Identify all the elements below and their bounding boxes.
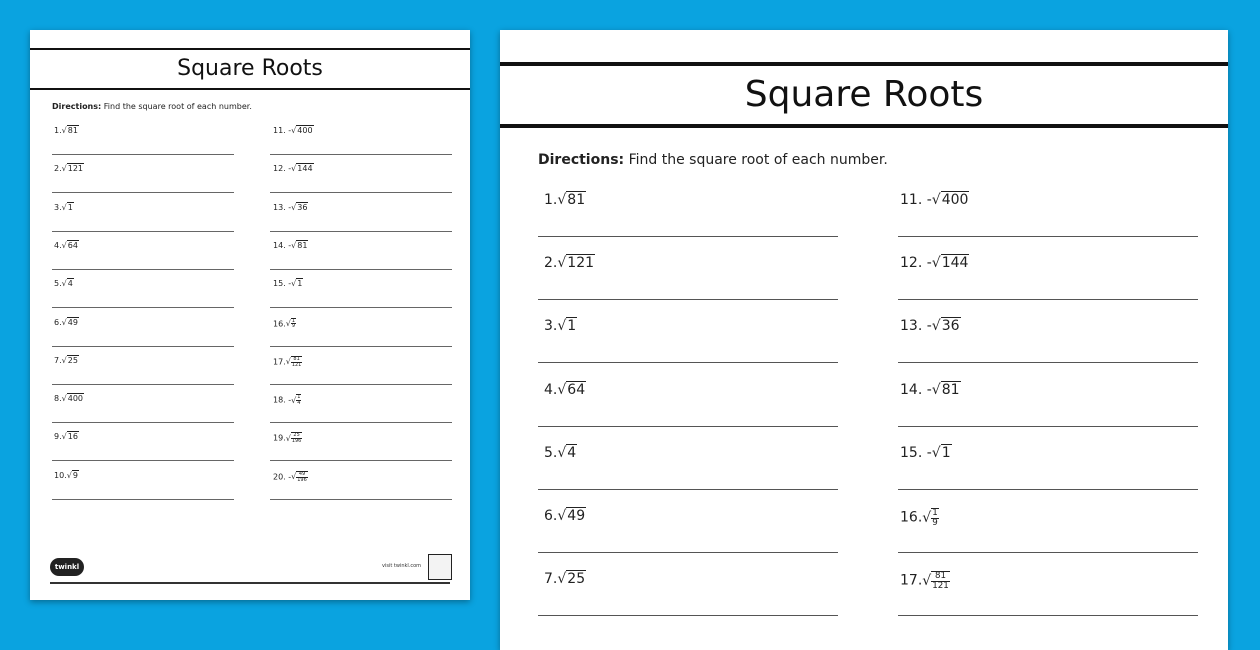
question-number: 2. bbox=[544, 255, 558, 272]
fraction-numerator: 81 bbox=[291, 357, 302, 363]
answer-line bbox=[52, 154, 234, 155]
radicand: 81 bbox=[941, 381, 960, 398]
radicand: 144 bbox=[297, 164, 313, 174]
worksheet-title-large: Square Roots bbox=[500, 62, 1228, 128]
answer-line bbox=[270, 422, 452, 423]
fraction-radicand bbox=[291, 356, 302, 368]
radicand: 9 bbox=[72, 470, 78, 480]
square-root-expression bbox=[62, 164, 84, 173]
fraction-radicand bbox=[296, 471, 307, 483]
question-item bbox=[273, 126, 314, 135]
radical-sign-icon: √ bbox=[557, 571, 567, 588]
question-item bbox=[273, 241, 308, 250]
question-item bbox=[273, 356, 302, 368]
question-item bbox=[273, 203, 308, 212]
radical-sign-icon: √ bbox=[291, 279, 297, 289]
square-root-expression bbox=[62, 394, 84, 403]
question-number: 5. bbox=[54, 279, 62, 289]
square-root-expression bbox=[62, 318, 79, 327]
answer-line bbox=[52, 422, 234, 423]
question-item bbox=[273, 394, 301, 406]
square-root-expression bbox=[922, 508, 938, 527]
answer-line bbox=[538, 299, 838, 300]
question-item bbox=[54, 203, 74, 212]
negative-sign: - bbox=[922, 318, 932, 335]
square-root-expression bbox=[557, 318, 577, 334]
radical-sign-icon: √ bbox=[285, 318, 291, 328]
question-number: 8. bbox=[54, 394, 62, 404]
question-number: 12. bbox=[273, 164, 286, 174]
answer-line bbox=[270, 384, 452, 385]
radical-sign-icon: √ bbox=[61, 394, 67, 404]
answer-line bbox=[898, 362, 1198, 363]
square-root-expression bbox=[557, 445, 577, 461]
question-number: 16. bbox=[900, 509, 923, 526]
square-root-expression bbox=[291, 203, 308, 212]
answer-line bbox=[898, 236, 1198, 237]
fraction-radicand bbox=[931, 571, 950, 590]
fraction-denominator: 9 bbox=[291, 323, 295, 330]
square-root-expression bbox=[922, 571, 949, 590]
radical-sign-icon: √ bbox=[557, 381, 567, 398]
question-number: 9. bbox=[54, 432, 62, 442]
fraction-numerator: 1 bbox=[932, 508, 938, 518]
answer-line bbox=[538, 426, 838, 427]
radical-sign-icon: √ bbox=[291, 164, 297, 174]
question-number: 15. bbox=[273, 279, 286, 289]
square-root-expression bbox=[286, 318, 296, 330]
question-number: 7. bbox=[544, 571, 558, 588]
fraction-denominator: 196 bbox=[297, 476, 307, 483]
square-root-expression bbox=[62, 203, 74, 212]
question-item bbox=[273, 471, 308, 483]
fraction-radicand bbox=[296, 394, 301, 406]
radical-sign-icon: √ bbox=[557, 444, 567, 461]
radical-sign-icon: √ bbox=[61, 202, 67, 212]
negative-sign: - bbox=[922, 381, 932, 398]
fraction-numerator: 81 bbox=[931, 572, 950, 582]
radicand: 25 bbox=[67, 355, 78, 365]
footer-url: visit twinkl.com bbox=[382, 563, 422, 569]
radicand: 81 bbox=[67, 126, 78, 135]
answer-line bbox=[538, 362, 838, 363]
radical-sign-icon: √ bbox=[61, 164, 67, 174]
negative-sign: - bbox=[922, 192, 932, 208]
radical-sign-icon: √ bbox=[61, 240, 67, 250]
radicand: 1 bbox=[67, 202, 73, 212]
fraction-numerator: 25 bbox=[291, 433, 302, 439]
question-number: 6. bbox=[544, 508, 558, 524]
answer-line bbox=[52, 307, 234, 308]
directions-text: Find the square root of each number. bbox=[101, 102, 252, 111]
radicand: 400 bbox=[67, 394, 84, 404]
square-root-expression bbox=[932, 255, 970, 271]
square-root-expression bbox=[291, 394, 301, 406]
radicand: 81 bbox=[567, 192, 586, 208]
answer-line bbox=[52, 499, 234, 500]
square-root-expression bbox=[291, 279, 303, 288]
question-number: 20. bbox=[273, 472, 286, 482]
question-number: 11. bbox=[900, 192, 923, 208]
answer-line bbox=[538, 489, 838, 490]
square-root-expression bbox=[62, 432, 79, 441]
square-root-expression bbox=[557, 192, 586, 208]
question-item bbox=[54, 241, 79, 250]
radicand: 400 bbox=[297, 126, 313, 135]
radical-sign-icon: √ bbox=[557, 318, 567, 335]
radical-sign-icon: √ bbox=[931, 444, 941, 461]
question-item bbox=[900, 571, 950, 590]
radicand: 16 bbox=[67, 432, 78, 442]
fraction-radicand bbox=[931, 508, 939, 527]
fraction-numerator: 49 bbox=[296, 472, 307, 478]
question-item bbox=[900, 445, 952, 461]
question-item bbox=[54, 279, 74, 288]
square-root-expression bbox=[291, 471, 308, 483]
question-number: 17. bbox=[900, 572, 923, 589]
radical-sign-icon: √ bbox=[291, 395, 297, 405]
radical-sign-icon: √ bbox=[61, 126, 67, 135]
answer-line bbox=[898, 552, 1198, 553]
negative-sign: - bbox=[285, 202, 292, 212]
radicand: 121 bbox=[567, 255, 595, 272]
answer-line bbox=[898, 426, 1198, 427]
square-root-expression bbox=[291, 126, 313, 135]
answer-line bbox=[52, 231, 234, 232]
worksheet-title-small: Square Roots bbox=[30, 48, 470, 90]
square-root-expression bbox=[932, 445, 952, 461]
radical-sign-icon: √ bbox=[291, 472, 297, 482]
question-item bbox=[900, 382, 961, 398]
question-number: 11. bbox=[273, 126, 286, 135]
footer-divider bbox=[50, 582, 450, 584]
fraction-denominator: 121 bbox=[932, 580, 949, 591]
question-number: 19. bbox=[273, 433, 286, 443]
radical-sign-icon: √ bbox=[557, 192, 567, 208]
question-item bbox=[544, 445, 577, 461]
answer-line bbox=[270, 269, 452, 270]
radicand: 64 bbox=[67, 240, 78, 250]
question-item bbox=[544, 571, 586, 587]
fraction-denominator: 4 bbox=[297, 400, 301, 407]
radical-sign-icon: √ bbox=[61, 432, 67, 442]
answer-line bbox=[898, 299, 1198, 300]
twinkl-logo: twinkl bbox=[50, 558, 84, 576]
answer-line bbox=[270, 192, 452, 193]
answer-line bbox=[538, 615, 838, 616]
badge-icon bbox=[428, 554, 452, 580]
question-item bbox=[54, 394, 84, 403]
square-root-expression bbox=[557, 571, 586, 587]
radical-sign-icon: √ bbox=[291, 126, 297, 135]
question-number: 14. bbox=[900, 381, 923, 398]
question-item bbox=[900, 508, 939, 527]
answer-line bbox=[52, 460, 234, 461]
radicand: 49 bbox=[67, 317, 78, 327]
question-number: 14. bbox=[273, 240, 286, 250]
answer-line bbox=[52, 269, 234, 270]
question-number: 16. bbox=[273, 318, 286, 328]
question-item bbox=[54, 164, 84, 173]
square-root-expression bbox=[932, 318, 961, 334]
question-item bbox=[273, 432, 302, 444]
radicand: 25 bbox=[567, 571, 586, 588]
question-item bbox=[54, 126, 79, 135]
question-number: 1. bbox=[544, 192, 558, 208]
radical-sign-icon: √ bbox=[922, 509, 932, 526]
radicand: 49 bbox=[567, 508, 586, 524]
negative-sign: - bbox=[922, 255, 932, 272]
radicand: 1 bbox=[297, 279, 303, 289]
radical-sign-icon: √ bbox=[66, 470, 72, 480]
fraction-radicand bbox=[291, 432, 302, 444]
square-root-expression bbox=[286, 432, 303, 444]
question-number: 2. bbox=[54, 164, 62, 174]
question-number: 10. bbox=[54, 470, 67, 480]
question-number: 6. bbox=[54, 317, 62, 327]
question-item bbox=[273, 279, 303, 288]
fraction-numerator: 1 bbox=[291, 317, 295, 324]
square-root-expression bbox=[62, 241, 79, 250]
answer-line bbox=[52, 346, 234, 347]
answer-line bbox=[898, 489, 1198, 490]
directions-large bbox=[538, 152, 888, 168]
question-item bbox=[900, 318, 961, 334]
radical-sign-icon: √ bbox=[291, 202, 297, 212]
square-root-expression bbox=[291, 241, 308, 250]
question-item bbox=[900, 255, 969, 271]
radical-sign-icon: √ bbox=[285, 433, 291, 443]
question-number: 13. bbox=[273, 202, 286, 212]
directions-text: Find the square root of each number. bbox=[624, 152, 888, 168]
directions-label: Directions: bbox=[52, 102, 102, 111]
directions-small bbox=[52, 102, 252, 111]
fraction-radicand bbox=[291, 318, 296, 330]
question-number: 4. bbox=[54, 240, 62, 250]
answer-line bbox=[270, 231, 452, 232]
negative-sign: - bbox=[285, 395, 292, 405]
square-root-expression bbox=[62, 279, 74, 288]
radicand: 4 bbox=[567, 444, 577, 461]
answer-line bbox=[52, 192, 234, 193]
radicand: 64 bbox=[567, 381, 586, 398]
radicand: 36 bbox=[941, 318, 960, 335]
question-item bbox=[544, 382, 586, 398]
radicand: 81 bbox=[297, 240, 308, 250]
square-root-expression bbox=[557, 382, 586, 398]
radical-sign-icon: √ bbox=[285, 357, 291, 367]
question-number: 3. bbox=[54, 202, 62, 212]
worksheet-preview-small bbox=[30, 30, 470, 600]
square-root-expression bbox=[67, 471, 79, 480]
answer-line bbox=[270, 307, 452, 308]
negative-sign: - bbox=[285, 126, 292, 135]
square-root-expression bbox=[932, 382, 961, 398]
question-number: 3. bbox=[544, 318, 558, 335]
radicand: 1 bbox=[941, 444, 951, 461]
negative-sign: - bbox=[285, 240, 292, 250]
answer-line bbox=[538, 236, 838, 237]
question-item bbox=[273, 318, 296, 330]
radical-sign-icon: √ bbox=[61, 355, 67, 365]
question-item bbox=[54, 318, 79, 327]
question-number: 7. bbox=[54, 355, 62, 365]
question-number: 17. bbox=[273, 357, 286, 367]
question-number: 1. bbox=[54, 126, 62, 135]
radicand: 36 bbox=[297, 202, 308, 212]
radicand: 121 bbox=[67, 164, 84, 174]
question-number: 15. bbox=[900, 444, 923, 461]
fraction-denominator: 121 bbox=[291, 361, 302, 368]
radicand: 144 bbox=[941, 255, 969, 272]
question-item bbox=[54, 432, 79, 441]
question-item bbox=[544, 255, 595, 271]
radical-sign-icon: √ bbox=[931, 318, 941, 335]
radicand: 400 bbox=[941, 192, 969, 208]
answer-line bbox=[538, 552, 838, 553]
radicand: 4 bbox=[67, 279, 73, 289]
question-number: 4. bbox=[544, 381, 558, 398]
radical-sign-icon: √ bbox=[931, 255, 941, 272]
question-item bbox=[544, 508, 586, 524]
radical-sign-icon: √ bbox=[922, 572, 932, 589]
negative-sign: - bbox=[285, 164, 292, 174]
radical-sign-icon: √ bbox=[557, 255, 567, 272]
negative-sign: - bbox=[285, 279, 292, 289]
radical-sign-icon: √ bbox=[931, 192, 941, 208]
radical-sign-icon: √ bbox=[931, 381, 941, 398]
radicand: 1 bbox=[567, 318, 577, 335]
question-item bbox=[273, 164, 314, 173]
fraction-denominator: 9 bbox=[932, 517, 938, 528]
answer-line bbox=[52, 384, 234, 385]
square-root-expression bbox=[62, 356, 79, 365]
fraction-numerator: 1 bbox=[297, 394, 301, 401]
radical-sign-icon: √ bbox=[557, 508, 567, 524]
radical-sign-icon: √ bbox=[61, 317, 67, 327]
question-number: 5. bbox=[544, 444, 558, 461]
question-item bbox=[544, 318, 577, 334]
negative-sign: - bbox=[285, 472, 292, 482]
question-number: 13. bbox=[900, 318, 923, 335]
negative-sign: - bbox=[922, 444, 932, 461]
square-root-expression bbox=[62, 126, 79, 135]
radical-sign-icon: √ bbox=[61, 279, 67, 289]
square-root-expression bbox=[286, 356, 303, 368]
fraction-denominator: 196 bbox=[291, 438, 302, 445]
question-item bbox=[54, 356, 79, 365]
answer-line bbox=[270, 499, 452, 500]
answer-line bbox=[898, 615, 1198, 616]
question-item bbox=[900, 192, 969, 208]
square-root-expression bbox=[557, 255, 595, 271]
question-item bbox=[544, 192, 586, 208]
answer-line bbox=[270, 154, 452, 155]
worksheet-preview-large bbox=[500, 30, 1228, 650]
directions-label: Directions: bbox=[538, 152, 625, 168]
answer-line bbox=[270, 460, 452, 461]
answer-line bbox=[270, 346, 452, 347]
question-number: 12. bbox=[900, 255, 923, 272]
radical-sign-icon: √ bbox=[291, 240, 297, 250]
square-root-expression bbox=[291, 164, 313, 173]
question-item bbox=[54, 471, 79, 480]
question-number: 18. bbox=[273, 395, 286, 405]
square-root-expression bbox=[932, 192, 970, 208]
square-root-expression bbox=[557, 508, 586, 524]
